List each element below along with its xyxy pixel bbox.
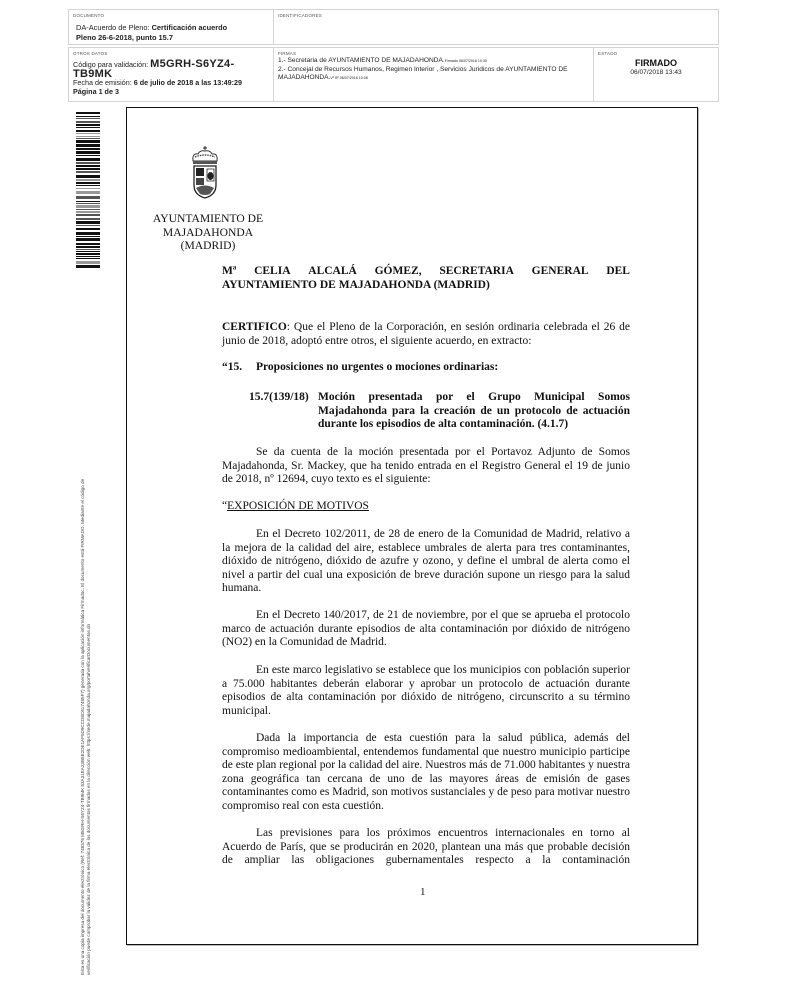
barcode-bar xyxy=(76,140,100,143)
barcode-bar xyxy=(76,221,100,224)
estado-label: ESTADO xyxy=(598,51,618,56)
section-title-text: EXPOSICIÓN DE MOTIVOS xyxy=(227,500,369,512)
heading-word: Mª xyxy=(222,265,237,277)
status-date: 06/07/2018 13:43 xyxy=(630,69,682,76)
barcode-bar xyxy=(76,168,100,170)
barcode-bar xyxy=(76,138,100,139)
heading-word: GENERAL xyxy=(531,265,589,277)
letterhead-line-3: (MADRID) xyxy=(180,239,236,252)
barcode-bar xyxy=(76,127,100,128)
barcode-image xyxy=(76,112,100,268)
section-title xyxy=(222,500,630,514)
barcode-bar xyxy=(76,116,100,117)
otros-datos-cell xyxy=(69,48,273,101)
barcode-bar xyxy=(76,112,100,114)
documento-cell xyxy=(69,10,273,44)
agenda-item xyxy=(222,361,630,375)
barcode-bar xyxy=(76,121,100,123)
barcode-bar xyxy=(76,261,100,264)
barcode-bar xyxy=(76,175,100,178)
barcode-bar xyxy=(76,249,100,250)
paragraph-2: En el Decreto 140/2017, de 21 de noviembre, por el que se aprueba el protocolo marco de actuación durante episodios de alta contaminación por dióxido de nitrógeno (NO2) en la Comunidad de Madrid. xyxy=(222,609,630,648)
paragraph-5: Las previsiones para los próximos encuentros internacionales en torno al Acuerdo de París, que se producirán en 2020, plantean una más que probable decisión de ampliar las obligaciones gubernamentales respecto a la contaminación xyxy=(222,827,630,866)
codigo-label: Código para validación: xyxy=(73,60,151,69)
barcode-bar xyxy=(76,256,100,257)
barcode-bar xyxy=(76,228,100,230)
barcode-bar xyxy=(76,203,100,204)
heading-line-1 xyxy=(222,265,630,279)
barcode-bar xyxy=(76,201,100,202)
side-note-line-1: Esta es una copia impresa del documento electrónico (Ref: 748376 M5GRH-S6YZ4-TB9MK 83A31EA23B8E2DE1AF5D9CCD8C617485F7) generada con la aplicación informática Firmadoc. El documento está FIRMADO. Mediante el código de xyxy=(80,478,85,975)
heading-word: CELIA xyxy=(254,265,291,277)
firma-1-date: Firmado 06/07/2018 10:30 xyxy=(444,59,487,63)
heading-word: GÓMEZ, xyxy=(374,265,422,277)
letterhead-line-2: MAJADAHONDA xyxy=(162,225,254,239)
barcode-bar xyxy=(76,191,100,194)
barcode-bar xyxy=(76,211,100,213)
barcode-bar xyxy=(76,225,100,226)
paragraph xyxy=(222,609,630,650)
barcode-bar xyxy=(76,144,100,147)
barcode-bar xyxy=(76,133,100,134)
estado-cell xyxy=(594,48,718,101)
barcode-bar xyxy=(76,155,100,156)
barcode-bar xyxy=(76,124,100,126)
barcode-bar xyxy=(76,148,100,150)
firma-2-date: Vº Bº 06/07/2018 10:08 xyxy=(330,75,368,80)
barcode-bar xyxy=(76,253,100,255)
document-heading xyxy=(222,265,630,292)
heading-word: DEL xyxy=(606,265,630,277)
barcode-bar xyxy=(76,179,100,181)
barcode-bar xyxy=(76,151,100,154)
barcode-bar xyxy=(76,246,100,248)
intro-paragraph xyxy=(222,446,630,487)
barcode-bar xyxy=(76,185,100,186)
barcode-bar xyxy=(76,238,100,241)
heading-word: SECRETARIA xyxy=(439,265,514,277)
barcode-bar xyxy=(76,232,100,235)
firmas-list xyxy=(278,57,568,82)
barcode-bar xyxy=(76,136,100,137)
heading-word: ALCALÁ xyxy=(308,265,357,277)
firmas-cell xyxy=(274,48,593,101)
page-number: 1 xyxy=(420,886,426,898)
barcode-bar xyxy=(76,182,100,184)
barcode-bar xyxy=(76,188,100,189)
section-quote: “ xyxy=(222,500,228,512)
barcode-bar xyxy=(76,214,100,216)
barcode-bar xyxy=(76,162,100,164)
documento-prefix: DA-Acuerdo de Pleno: xyxy=(76,23,152,32)
barcode-bar xyxy=(76,118,100,119)
otros-datos xyxy=(73,60,273,96)
paragraph xyxy=(222,732,630,813)
paragraph-4: Dada la importancia de esta cuestión para la salud pública, además del compromiso medioambiental, entendemos fundamental que nuestro municipio participe de este plan regional por la calidad del aire. Nuestros más de 71.000 habitantes y nuestra zona geográfica tan cercana de uno de las mayores áreas de emisión de gases contaminantes como es Madrid, son motivos sustanciales y de peso para motivar nuestro compromiso real con esta cuestión. xyxy=(222,732,630,812)
barcode-bar xyxy=(76,218,100,220)
verification-side-note xyxy=(80,479,92,975)
documento-label: DOCUMENTO xyxy=(73,13,105,18)
page-indicator: Página 1 de 3 xyxy=(73,86,119,96)
subitem-title: Moción presentada por el Grupo Municipal Somos Majadahonda para la creación de un protocolo de actuación durante los episodios de alta contaminación. (4.1.7) xyxy=(318,391,630,430)
intro-text: Se da cuenta de la moción presentada por el Portavoz Adjunto de Somos Majadahonda, Sr. Mackey, que ha tenido entrada en el Registro General el 19 de junio de 2018, nº 12694, cuyo texto es el siguiente: xyxy=(222,446,630,485)
coat-of-arms-icon xyxy=(188,145,222,201)
barcode-bar xyxy=(76,130,100,132)
identificadores-cell xyxy=(274,10,718,44)
validation-code[interactable]: M5GRH-S6YZ4-TB9MK xyxy=(73,58,235,80)
documento-bold-1: Certificación acuerdo xyxy=(151,23,228,32)
barcode-bar xyxy=(76,165,100,167)
agenda-item-number: “15. xyxy=(222,361,243,373)
paragraph xyxy=(222,528,630,596)
agenda-item-title: Proposiciones no urgentes o mociones ordinarias: xyxy=(256,361,499,373)
certifico-paragraph xyxy=(222,321,630,348)
paragraph-1: En el Decreto 102/2011, de 28 de enero de la Comunidad de Madrid, relativo a la mejora de la calidad del aire, establece umbrales de alerta para tres contaminantes, dióxido de nitrógeno, dióxido de azufre y ozono, y define el umbral de alerta como el nivel a partir del cual una exposición de breve duración supone un riesgo para la salud humana. xyxy=(222,528,630,594)
barcode-bar xyxy=(76,265,100,268)
letterhead xyxy=(148,212,268,253)
firma-1: 1.- Secretaria de AYUNTAMIENTO DE MAJADAHONDA. xyxy=(278,57,445,64)
barcode-bar xyxy=(76,251,100,252)
firma-2-cont: MAJADAHONDA. xyxy=(278,73,331,81)
side-note-line-2[interactable]: verificación puede comprobar la validez de la firma electrónica de los documentos firmados en la dirección web: https://sede.majadahonda.org/portalVerificarDocumentos.do xyxy=(86,623,91,975)
heading-line-2: AYUNTAMIENTO DE MAJADAHONDA (MADRID) xyxy=(222,278,490,291)
identificadores-label: IDENTIFICADORES xyxy=(278,13,323,18)
documento-bold-2: Pleno 26-6-2018, punto 15.7 xyxy=(76,32,173,42)
firmas-label: FIRMAS xyxy=(278,51,297,56)
barcode-bar xyxy=(76,243,100,245)
certifico-label: CERTIFICO xyxy=(222,321,287,333)
barcode-bar xyxy=(76,205,100,208)
barcode-bar xyxy=(76,171,100,173)
letterhead-line-1: AYUNTAMIENTO DE xyxy=(152,212,264,225)
documento-title xyxy=(76,23,227,42)
otros-datos-label: OTROS DATOS xyxy=(73,51,108,56)
fecha-value: 6 de julio de 2018 a las 13:49:29 xyxy=(133,78,243,87)
paragraph xyxy=(222,664,630,718)
paragraph xyxy=(222,827,630,868)
firma-2: 2.- Concejal de Recursos Humanos, Regimen Interior , Servicios Juridicos de AYUNTAMIENTO DE xyxy=(278,65,568,73)
paragraph-3: En este marco legislativo se establece que los municipios con población superior a 75.000 habitantes deberán elaborar y aprobar un protocolo de actuación durante episodios de alta contaminación por dióxido de nitrógeno, circunscrito a su término municipal. xyxy=(222,664,630,717)
barcode-bar xyxy=(76,209,100,210)
fecha-label: Fecha de emisión: xyxy=(73,78,134,87)
barcode-bar xyxy=(76,258,100,259)
barcode-bar xyxy=(76,158,100,161)
header-row-documento xyxy=(68,9,719,45)
status-badge: FIRMADO xyxy=(635,58,677,68)
barcode-bar xyxy=(76,236,100,237)
header-row-datos xyxy=(68,47,719,102)
barcode-bar xyxy=(76,196,100,199)
certifico-text: : Que el Pleno de la Corporación, en sesión ordinaria celebrada el 26 de junio de 2018, adoptó entre otros, el siguiente acuerdo, en extracto: xyxy=(222,321,630,347)
subitem-number: 15.7(139/18) xyxy=(249,391,309,403)
